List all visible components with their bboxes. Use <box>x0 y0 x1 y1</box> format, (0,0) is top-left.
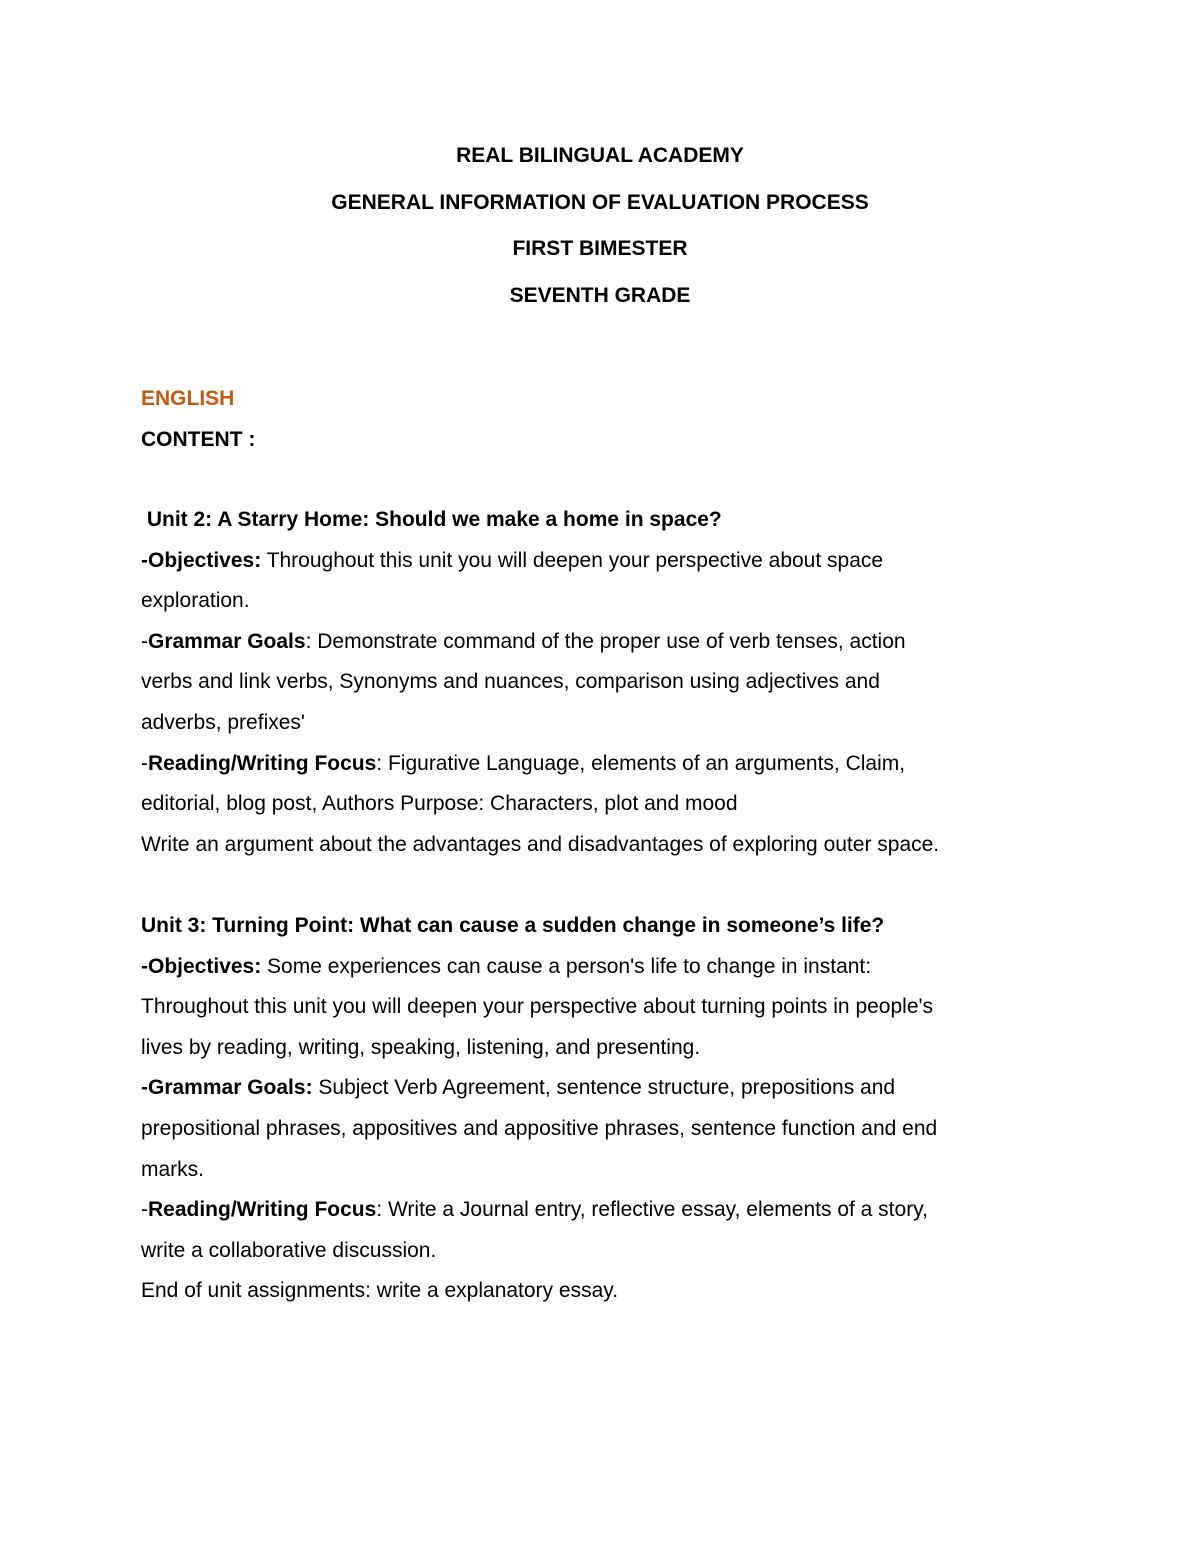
unit3-objectives-label: -Objectives: <box>141 954 262 978</box>
unit3-reading-prefix: - <box>141 1198 148 1222</box>
unit2-objectives <box>141 541 1041 582</box>
unit3-objectives-text-3: lives by reading, writing, speaking, listening, and presenting. <box>141 1035 701 1059</box>
unit3-grammar-text-2: prepositional phrases, appositives and appositive phrases, sentence function and end <box>141 1116 938 1140</box>
unit2-grammar-text-3: adverbs, prefixes' <box>141 710 305 734</box>
unit2-reading <box>141 744 1041 785</box>
unit3-assignment: End of unit assignments: write a explanatory essay. <box>141 1279 619 1303</box>
school-name: REAL BILINGUAL ACADEMY <box>456 144 744 167</box>
period-label: FIRST BIMESTER <box>512 237 688 260</box>
unit3-reading <box>141 1190 1041 1231</box>
unit2-section <box>141 500 1041 865</box>
unit3-reading-label: Reading/Writing Focus <box>148 1198 377 1222</box>
unit3-grammar-text-3: marks. <box>141 1157 204 1181</box>
grade-label: SEVENTH GRADE <box>509 284 691 307</box>
unit2-objectives-label: -Objectives: <box>141 548 262 572</box>
unit2-reading-text-1: : Figurative Language, elements of an arguments, Claim, <box>376 751 906 775</box>
unit2-grammar-text-1: : Demonstrate command of the proper use of verb tenses, action <box>305 629 906 653</box>
unit3-grammar <box>141 1068 1041 1109</box>
unit3-objectives-text-2: Throughout this unit you will deepen your perspective about turning points in people's <box>141 995 934 1019</box>
unit3-title: Unit 3: Turning Point: What can cause a sudden change in someone’s life? <box>141 914 885 937</box>
unit3-section <box>141 906 1041 1312</box>
unit2-reading-text-2: editorial, blog post, Authors Purpose: Characters, plot and mood <box>141 792 738 816</box>
unit2-objectives-text-2: exploration. <box>141 589 250 613</box>
unit3-grammar-text-1: Subject Verb Agreement, sentence structure, prepositions and <box>312 1076 896 1100</box>
unit2-assignment: Write an argument about the advantages and disadvantages of exploring outer space. <box>141 832 940 856</box>
unit2-title: Unit 2: A Starry Home: Should we make a home in space? <box>141 508 722 531</box>
subject-heading: ENGLISH <box>141 387 235 410</box>
unit2-reading-prefix: - <box>141 751 148 775</box>
unit2-grammar-label: Grammar Goals <box>148 629 306 653</box>
unit2-reading-label: Reading/Writing Focus <box>148 751 377 775</box>
unit3-objectives <box>141 947 1041 988</box>
unit3-reading-text-1: : Write a Journal entry, reflective essay, elements of a story, <box>376 1198 928 1222</box>
unit3-grammar-label: -Grammar Goals: <box>141 1076 313 1100</box>
unit2-grammar <box>141 622 1041 663</box>
document-title: GENERAL INFORMATION OF EVALUATION PROCESS <box>331 191 869 214</box>
unit2-objectives-text-1: Throughout this unit you will deepen your perspective about space <box>261 548 884 572</box>
unit2-grammar-text-2: verbs and link verbs, Synonyms and nuances, comparison using adjectives and <box>141 670 880 694</box>
unit2-grammar-prefix: - <box>141 629 148 653</box>
unit3-objectives-text-1: Some experiences can cause a person's life to change in instant: <box>261 954 872 978</box>
content-label: CONTENT : <box>141 428 256 451</box>
unit3-reading-text-2: write a collaborative discussion. <box>141 1238 437 1262</box>
